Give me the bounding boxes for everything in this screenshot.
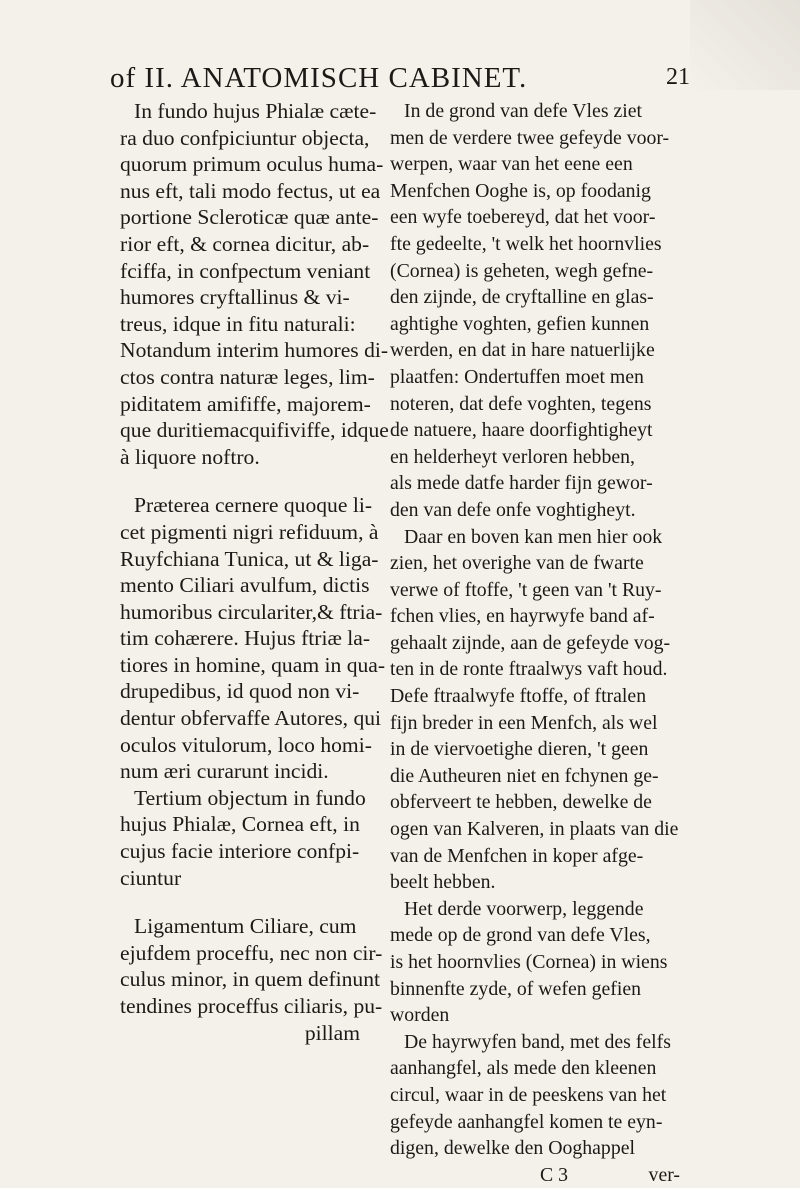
dutch-text-line: Daar en boven kan men hier ook <box>404 525 663 548</box>
dutch-text-line: fchen vlies, en hayrwyfe band af- <box>390 605 655 628</box>
dutch-text-line: is het hoornvlies (Cornea) in wiens <box>390 951 668 973</box>
dutch-text-line: Menfchen Ooghe is, op foodanig <box>390 179 651 202</box>
latin-text-line: humoribus circulariter,& ftria- <box>120 599 383 624</box>
dutch-text-line: worden <box>390 1004 450 1027</box>
running-title: of II. ANATOMISCH CABINET. <box>110 62 528 94</box>
dutch-text-line: van de Menfchen in koper afge- <box>390 844 644 867</box>
latin-text-line: fciffa, in confpectum veniant <box>120 258 371 283</box>
dutch-text-line: ten in de ronte ftraalwys vaft houd. <box>390 658 668 681</box>
latin-text-line: ciuntur <box>120 865 182 890</box>
dutch-text-line: een wyfe toebereyd, dat het voor- <box>390 206 656 229</box>
page-number: 21 <box>666 64 690 90</box>
latin-text-line: treus, idque in fitu naturali: <box>120 311 356 336</box>
latin-text-line: nus eft, tali modo fectus, ut ea <box>120 178 381 203</box>
dutch-text-line: binnenfte zyde, of wefen gefien <box>390 977 641 1000</box>
dutch-text-line: werden, en dat in hare natuerlijke <box>390 339 655 362</box>
dutch-text-line: digen, dewelke den Ooghappel <box>390 1137 635 1160</box>
dutch-column <box>390 98 680 1188</box>
dutch-text-line: plaatfen: Ondertuffen moet men <box>390 365 644 388</box>
dutch-text-line: obferveert te hebben, dewelke de <box>390 791 652 814</box>
dutch-text-line: circul, waar in de peeskens van het <box>390 1083 667 1106</box>
signature-line <box>390 1162 680 1188</box>
dutch-text-line: den zijnde, de cryftalline en glas- <box>390 286 654 309</box>
latin-column <box>120 98 389 1046</box>
latin-text-line: ejufdem proceffu, nec non cir- <box>120 940 383 965</box>
latin-text-line: humores cryftallinus & vi- <box>120 285 350 310</box>
dutch-text-line: aanhangfel, als mede den kleenen <box>390 1057 657 1080</box>
dutch-text-line: verwe of ftoffe, 't geen van 't Ruy- <box>390 578 662 601</box>
latin-text-line: cet pigmenti nigri refiduum, à <box>120 519 379 544</box>
running-header <box>110 62 690 96</box>
dutch-text-line: den van defe onfe voghtigheyt. <box>390 498 636 521</box>
latin-text-line: culus minor, in quem definunt <box>120 967 381 992</box>
dutch-text-line: als mede datfe harder fijn gewor- <box>390 472 653 495</box>
paragraph-gap <box>120 470 360 492</box>
page-corner-shadow <box>690 0 800 90</box>
latin-text-line: ra duo confpiciuntur objecta, <box>120 125 370 150</box>
dutch-text-line: Defe ftraalwyfe ftoffe, of ftralen <box>390 685 647 708</box>
latin-text-line: oculos vitulorum, loco homi- <box>120 732 372 757</box>
dutch-text-line: en helderheyt verloren hebben, <box>390 445 635 468</box>
dutch-text-line: fijn breder in een Menfch, als wel <box>390 711 658 734</box>
latin-text-line: pillam <box>304 1020 360 1045</box>
latin-text-line: num æri curarunt incidi. <box>120 759 329 784</box>
signature-mark: C 3 <box>540 1163 569 1186</box>
latin-text-line: que duritiemacquifiviffe, idque <box>120 418 389 443</box>
dutch-text-line: men de verdere twee gefeyde voor- <box>390 126 670 149</box>
dutch-text-line: (Cornea) is geheten, wegh gefne- <box>390 259 654 282</box>
dutch-text-line: ogen van Kalveren, in plaats van die <box>390 818 679 841</box>
latin-text-line: Præterea cernere quoque li- <box>134 493 373 518</box>
latin-text-line: Ruyfchiana Tunica, ut & liga- <box>120 546 379 571</box>
latin-text-line: In fundo hujus Phialæ cæte- <box>134 99 377 123</box>
latin-text-line: cujus facie interiore confpi- <box>120 839 360 864</box>
dutch-text-line: noteren, dat defe voghten, tegens <box>390 392 652 415</box>
latin-text-line: dentur obfervaffe Autores, qui <box>120 706 382 731</box>
latin-text-line: à liquore noftro. <box>120 444 260 469</box>
dutch-text-line: gefeyde aanhangfel komen te eyn- <box>390 1110 663 1133</box>
dutch-text-line: in de viervoetighe dieren, 't geen <box>390 738 649 761</box>
latin-text-line: piditatem amififfe, majorem- <box>120 391 371 416</box>
dutch-text-line: gehaalt zijnde, aan de gefeyde vog- <box>390 631 671 654</box>
latin-text-line: portione Scleroticæ quæ ante- <box>120 205 379 230</box>
dutch-text-line: In de grond van defe Vles ziet <box>404 100 643 122</box>
dutch-text-line: die Autheuren niet en fchynen ge- <box>390 764 659 787</box>
latin-text-line: tim cohærere. Hujus ftriæ la- <box>120 626 371 651</box>
dutch-text-line: de natuere, haare doorfightigheyt <box>390 419 653 442</box>
dutch-text-line: werpen, waar van het eene een <box>390 153 633 176</box>
paragraph-gap <box>120 891 360 913</box>
latin-text-line: hujus Phialæ, Cornea eft, in <box>120 812 360 837</box>
latin-text-line: ctos contra naturæ leges, lim- <box>120 364 375 389</box>
latin-text-line: tiores in homine, quam in qua- <box>120 652 386 677</box>
latin-text-line: drupedibus, id quod non vi- <box>120 679 360 704</box>
latin-text-line: Notandum interim humores di- <box>120 338 389 363</box>
dutch-text-line: De hayrwyfen band, met des felfs <box>404 1030 671 1053</box>
dutch-text-line: zien, het overighe van de fwarte <box>390 552 644 575</box>
dutch-text-line: Het derde voorwerp, leggende <box>404 897 644 920</box>
catchword: ver- <box>648 1163 680 1186</box>
latin-text-line: Ligamentum Ciliare, cum <box>134 914 357 939</box>
dutch-text-line: beelt hebben. <box>390 871 496 894</box>
dutch-text-line: mede op de grond van defe Vles, <box>390 924 651 947</box>
dutch-text-line: aghtighe voghten, gefien kunnen <box>390 312 650 335</box>
latin-text-line: rior eft, & cornea dicitur, ab- <box>120 231 370 256</box>
latin-text-line: tendines proceffus ciliaris, pu- <box>120 994 383 1018</box>
latin-text-line: mento Ciliari avulfum, dictis <box>120 573 370 598</box>
dutch-text-line: fte gedeelte, 't welk het hoornvlies <box>390 232 662 255</box>
latin-text-line: quorum primum oculus huma- <box>120 152 384 177</box>
latin-text-line: Tertium objectum in fundo <box>134 785 366 810</box>
